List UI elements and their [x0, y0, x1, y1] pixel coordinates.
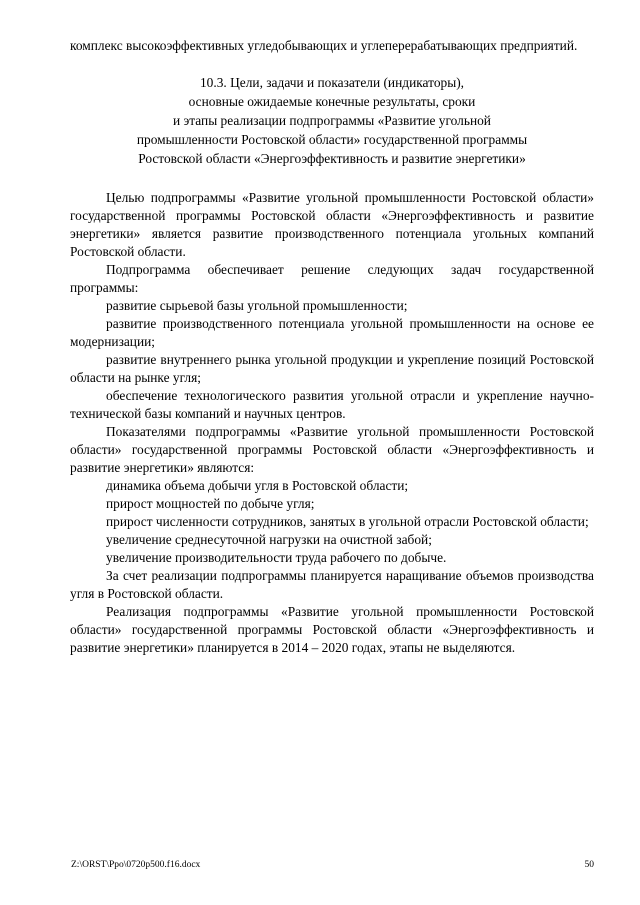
section-title-line: и этапы реализации подпрограммы «Развитие угольной	[173, 113, 491, 128]
task-item: обеспечение технологического развития угольной отрасли и укрепление научно-технической базы компаний и научных центров.	[70, 388, 594, 421]
section-title	[70, 73, 594, 168]
indicator-item: увеличение производительности труда рабочего по добыче.	[106, 550, 447, 565]
goal-paragraph: Целью подпрограммы «Развитие угольной промышленности Ростовской области» государственной программы Ростовской области «Энергоэффективность и развитие энергетики» является развитие производственного потенциала угольных компаний Ростовской области.	[70, 190, 594, 259]
page-content	[70, 37, 594, 657]
task-item: развитие сырьевой базы угольной промышленности;	[106, 298, 408, 313]
timeline-paragraph: Реализация подпрограммы «Развитие угольной промышленности Ростовской области» государственной программы Ростовской области «Энергоэффективность и развитие энергетики» планируется в 2014 – 2020 годах, этапы не выделяются.	[70, 604, 594, 655]
indicator-item: прирост численности сотрудников, занятых в угольной отрасли Ростовской области;	[106, 514, 589, 529]
indicators-intro-paragraph: Показателями подпрограммы «Развитие угольной промышленности Ростовской области» государственной программы Ростовской области «Энергоэффективность и развитие энергетики» являются:	[70, 424, 594, 475]
tasks-intro-paragraph: Подпрограмма обеспечивает решение следующих задач государственной программы:	[70, 262, 594, 295]
task-item: развитие производственного потенциала угольной промышленности на основе ее модернизации;	[70, 316, 594, 349]
section-title-line: Ростовской области «Энергоэффективность и развитие энергетики»	[138, 151, 526, 166]
indicator-item: динамика объема добычи угля в Ростовской области;	[106, 478, 409, 493]
section-title-line: 10.3. Цели, задачи и показатели (индикаторы),	[199, 75, 465, 90]
footer-file-path: Z:\ORST\Ppo\0720p500.f16.docx	[71, 860, 201, 870]
section-title-line: основные ожидаемые конечные результаты, сроки	[188, 94, 476, 109]
section-title-line: промышленности Ростовской области» государственной программы	[136, 132, 528, 147]
task-item: развитие внутреннего рынка угольной продукции и укрепление позиций Ростовской области на рынке угля;	[70, 352, 594, 385]
indicator-item: прирост мощностей по добыче угля;	[106, 496, 315, 511]
results-paragraph: За счет реализации подпрограммы планируется наращивание объемов производства угля в Ростовской области.	[70, 568, 594, 601]
intro-paragraph: комплекс высокоэффективных угледобывающих и углеперерабатывающих предприятий.	[70, 38, 578, 53]
page-number: 50	[584, 860, 594, 870]
indicator-item: увеличение среднесуточной нагрузки на очистной забой;	[106, 532, 432, 547]
